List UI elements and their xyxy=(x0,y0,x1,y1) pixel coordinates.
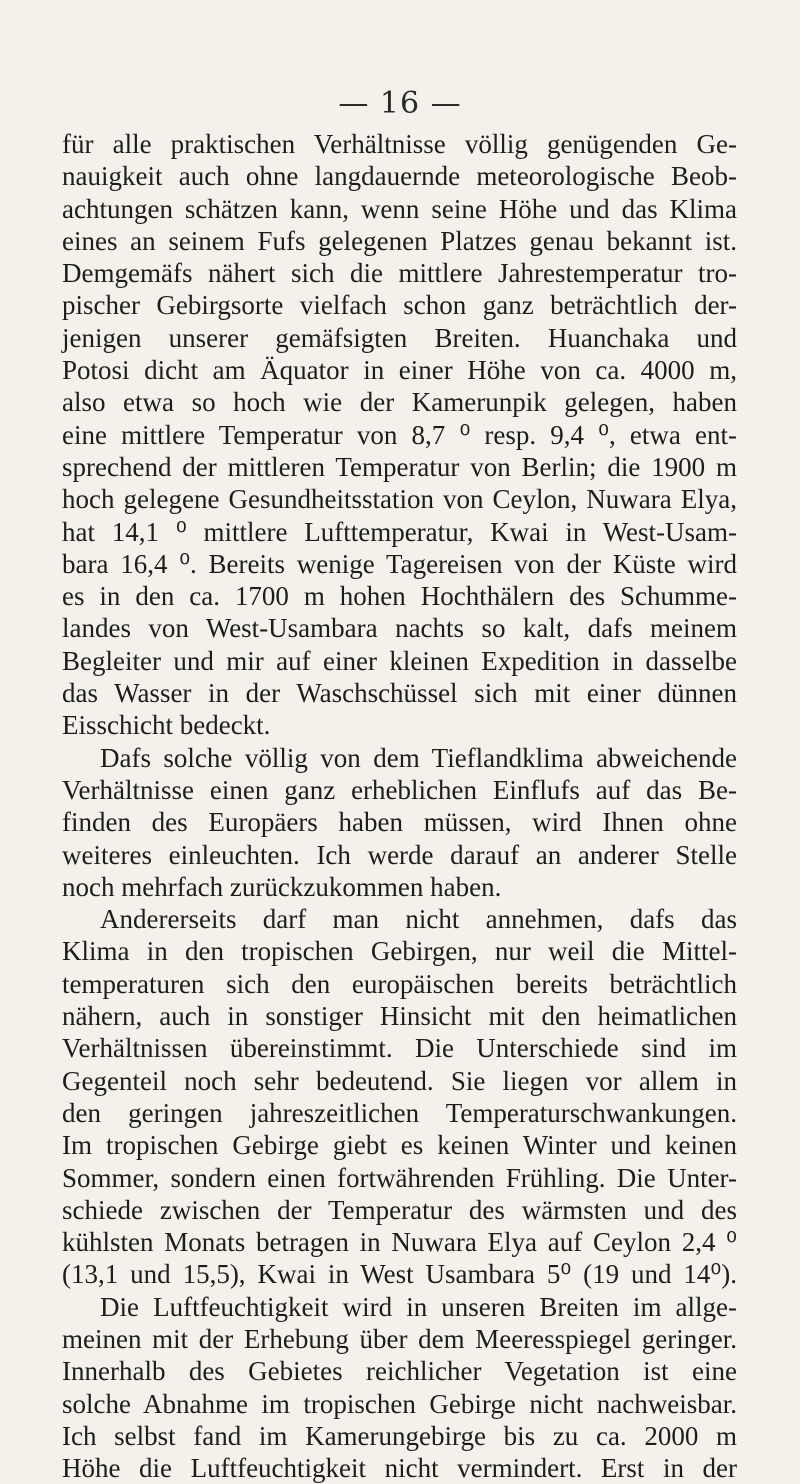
text-line: (13,1 und 15,5), Kwai in West Usambara 5⁰ (19 und 14⁰). xyxy=(62,1259,737,1290)
text-line: eine mittlere Temperatur von 8,7 ⁰ resp. 9,4 ⁰, etwa ent- xyxy=(62,419,737,450)
text-line: Ich selbst fand im Kamerungebirge bis zu ca. 2000 m xyxy=(62,1420,737,1451)
text-line: das Wasser in der Waschschüssel sich mit einer dünnen xyxy=(62,678,737,709)
text-line: Eisschicht bedeckt. xyxy=(62,710,271,741)
text-line: schiede zwischen der Temperatur des wärmsten und des xyxy=(62,1194,737,1225)
text-line: bara 16,4 ⁰. Bereits wenige Tagereisen von der Küste wird xyxy=(62,548,737,579)
text-line: den geringen jahreszeitlichen Temperaturschwankungen. xyxy=(62,1097,737,1128)
text-line: Begleiter und mir auf einer kleinen Expedition in dasselbe xyxy=(62,645,737,676)
text-line: Innerhalb des Gebietes reichlicher Vegetation ist eine xyxy=(62,1356,737,1387)
text-line: finden des Europäers haben müssen, wird Ihnen ohne xyxy=(62,807,737,838)
text-line: solche Abnahme im tropischen Gebirge nicht nachweisbar. xyxy=(62,1388,737,1419)
text-line: weiteres einleuchten. Ich werde darauf an anderer Stelle xyxy=(62,839,737,870)
text-line: nähern, auch in sonstiger Hinsicht mit den heimatlichen xyxy=(62,1001,737,1032)
text-line: jenigen unserer gemäfsigten Breiten. Huanchaka und xyxy=(62,322,737,353)
text-line: Demgemäfs nähert sich die mittlere Jahrestemperatur tro- xyxy=(62,258,737,289)
text-line: landes von West-Usambara nachts so kalt, dafs meinem xyxy=(62,613,737,644)
text-line: kühlsten Monats betragen in Nuwara Elya auf Ceylon 2,4 ⁰ xyxy=(62,1227,737,1258)
text-line: es in den ca. 1700 m hohen Hochthälern des Schumme- xyxy=(62,581,737,612)
text-line: Verhältnisse einen ganz erheblichen Einflufs auf das Be- xyxy=(62,774,737,805)
text-line: Potosi dicht am Äquator in einer Höhe von ca. 4000 m, xyxy=(62,355,737,386)
text-line: Dafs solche völlig von dem Tieflandklima abweichende xyxy=(100,742,737,773)
text-line: Klima in den tropischen Gebirgen, nur weil die Mittel- xyxy=(62,936,737,967)
text-line: also etwa so hoch wie der Kamerunpik gelegen, haben xyxy=(62,387,737,418)
text-line: pischer Gebirgsorte vielfach schon ganz beträchtlich der- xyxy=(62,290,737,321)
body-text xyxy=(62,128,737,1484)
page-number-header: — 16 — xyxy=(338,86,462,121)
text-line: Die Luftfeuchtigkeit wird in unseren Breiten im allge- xyxy=(100,1291,737,1322)
text-line: eines an seinem Fufs gelegenen Platzes genau bekannt ist. xyxy=(62,225,737,256)
text-line: für alle praktischen Verhältnisse völlig genügenden Ge- xyxy=(62,129,737,159)
text-line: Im tropischen Gebirge giebt es keinen Winter und keinen xyxy=(62,1130,737,1161)
text-line: nauigkeit auch ohne langdauernde meteorologische Beob- xyxy=(62,161,737,192)
text-line: Andererseits darf man nicht annehmen, dafs das xyxy=(100,904,737,935)
text-line: noch mehrfach zurückzukommen haben. xyxy=(62,871,502,902)
text-line: Sommer, sondern einen fortwährenden Frühling. Die Unter- xyxy=(62,1162,737,1193)
text-line: hoch gelegene Gesundheitsstation von Ceylon, Nuwara Elya, xyxy=(62,484,737,515)
text-line: temperaturen sich den europäischen bereits beträchtlich xyxy=(62,968,737,999)
text-line: sprechend der mittleren Temperatur von Berlin; die 1900 m xyxy=(62,451,737,482)
text-line: achtungen schätzen kann, wenn seine Höhe und das Klima xyxy=(62,193,737,224)
text-line: hat 14,1 ⁰ mittlere Lufttemperatur, Kwai in West-Usam- xyxy=(62,516,737,547)
text-line: Verhältnissen übereinstimmt. Die Unterschiede sind im xyxy=(62,1033,737,1064)
text-line: Höhe die Luftfeuchtigkeit nicht vermindert. Erst in der xyxy=(62,1453,737,1484)
text-line: meinen mit der Erhebung über dem Meeresspiegel geringer. xyxy=(62,1323,737,1354)
text-line: Gegenteil noch sehr bedeutend. Sie liegen vor allem in xyxy=(62,1065,737,1096)
